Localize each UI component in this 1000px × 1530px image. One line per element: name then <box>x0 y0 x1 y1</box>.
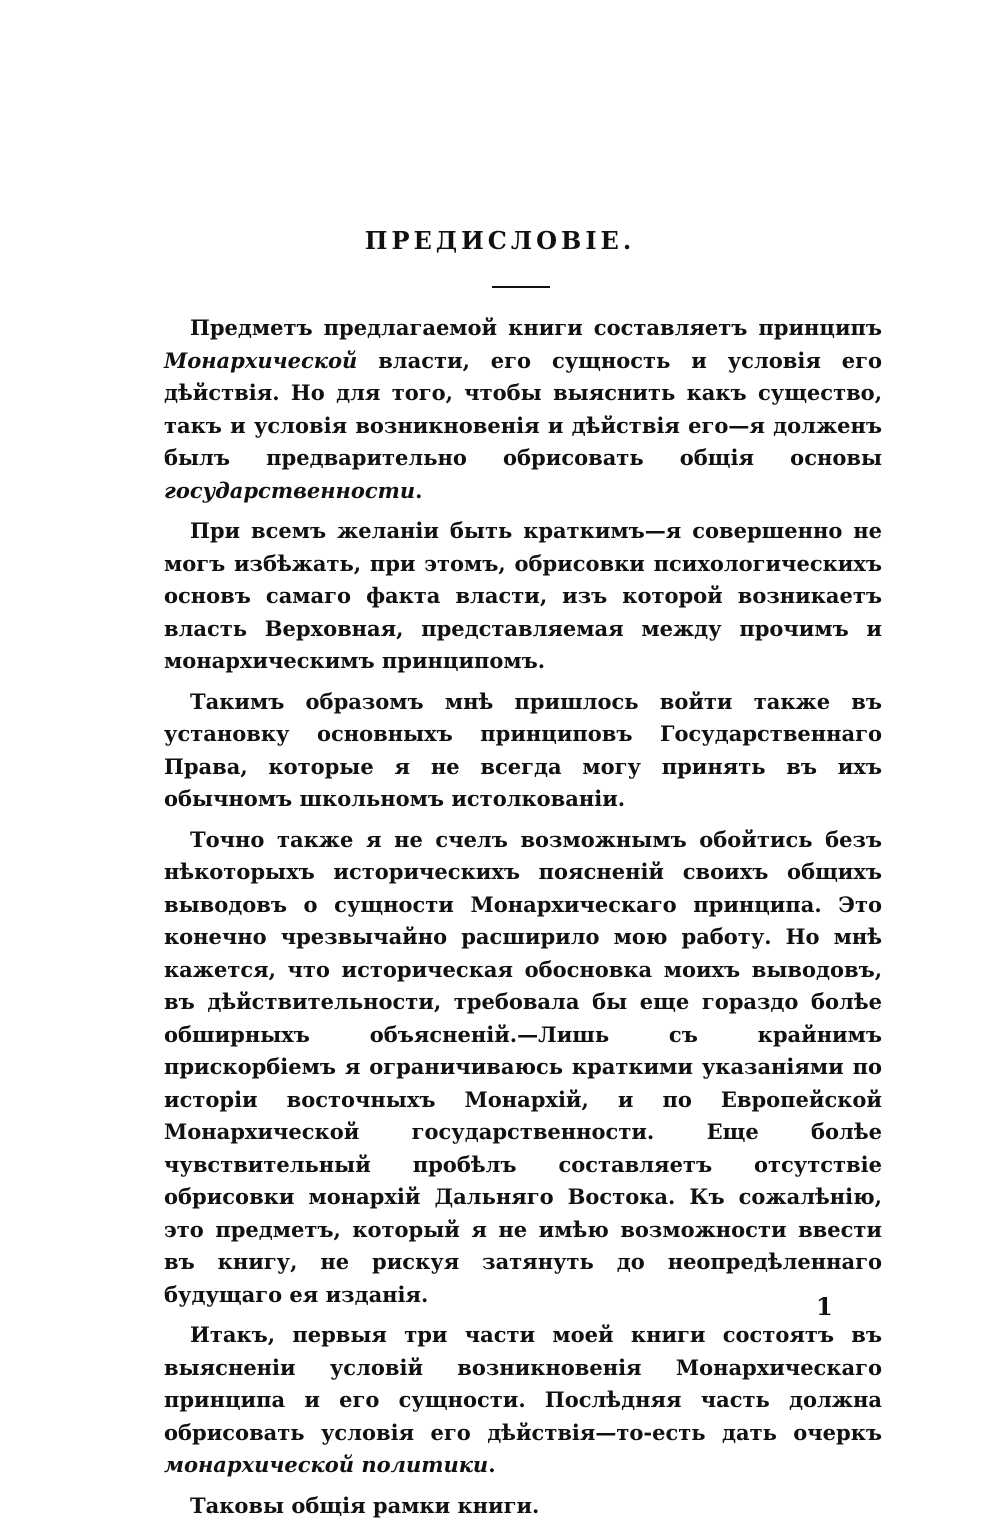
italic-text: монархической политики <box>164 1452 489 1477</box>
preface-body <box>164 312 882 1530</box>
text-run: Точно также я не счелъ возможнымъ обойтись безъ нѣкоторыхъ историческихъ поясненій своихъ общихъ выводовъ о сущности Монархическаго принципа. Это конечно чрезвычайно расширило мою работу. Но мнѣ кажется, что историческая обосновка моихъ выводовъ, въ дѣйствительности, требовала бы еще гораздо болѣе обширныхъ объясненій.—Лишь съ крайнимъ прискорбіемъ я ограничиваюсь краткими указаніями по исторіи восточныхъ Монархій, и по Европейской Монархической государственности. Еще болѣе чувствительный пробѣлъ составляетъ отсутствіе обрисовки монархій Дальняго Востока. Къ сожалѣнію, это предметъ, который я не имѣю возможности ввести въ книгу, не рискуя затянуть до неопредѣленнаго будущаго ея изданія. <box>164 826 882 1307</box>
paragraph <box>164 515 882 678</box>
italic-text: государственности <box>164 477 416 503</box>
text-run: . <box>488 1452 496 1477</box>
text-run: Предметъ предлагаемой книги составляетъ принципъ <box>190 315 882 340</box>
text-run: власти, его сущность и условія его дѣйствія. Но для того, чтобы выяснить какъ существо, такъ и условія возникновенія и дѣйствія его—я долженъ былъ предварительно обрисовать общія основы <box>164 347 882 470</box>
text-run: Такимъ образомъ мнѣ пришлось войти также въ установку основныхъ принциповъ Государственнаго Права, которые я не всегда могу принять въ ихъ обычномъ школьномъ истолкованіи. <box>164 688 882 811</box>
paragraph <box>164 824 882 1312</box>
text-run: Таковы общія рамки книги. <box>190 1492 540 1518</box>
page-number: 1 <box>816 1292 833 1321</box>
text-run: При всемъ желаніи быть краткимъ—я совершенно не могъ избѣжать, при этомъ, обрисовки психологическихъ основъ самаго факта власти, изъ которой возникаетъ власть Верховная, представляемая между прочимъ и монархическимъ принципомъ. <box>164 518 882 673</box>
paragraph <box>164 1319 882 1482</box>
title-divider <box>492 286 550 288</box>
italic-text: Монархической <box>164 347 358 373</box>
paragraph <box>164 312 882 507</box>
text-run: Итакъ, первыя три части моей книги состоятъ въ выясненіи условій возникновенія Монархическаго принципа и его сущности. Послѣдняя часть должна обрисовать условія его дѣйствія—то-есть дать очеркъ <box>164 1322 882 1445</box>
page-title: ПРЕДИСЛОВІЕ. <box>364 226 636 255</box>
paragraph <box>164 686 882 816</box>
text-run: . <box>415 477 423 503</box>
paragraph <box>164 1490 882 1523</box>
